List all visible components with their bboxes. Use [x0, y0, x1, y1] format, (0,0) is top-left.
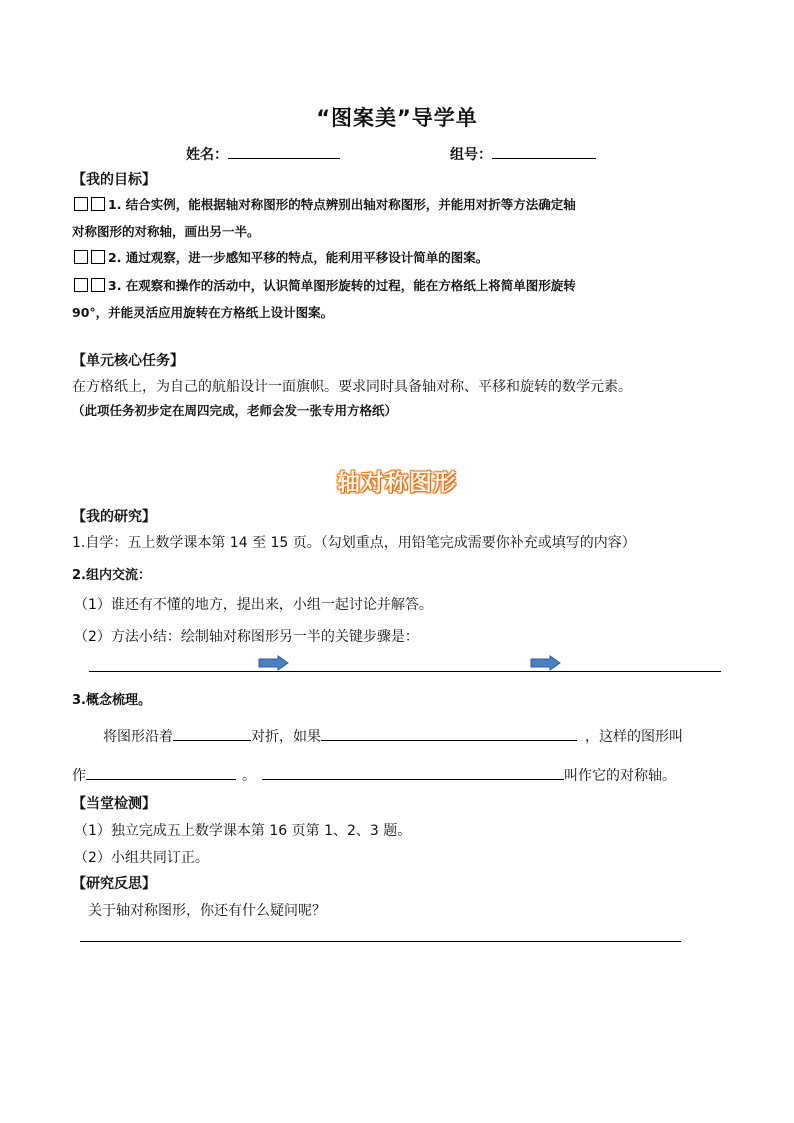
goal-3-checkbox-b[interactable] [91, 278, 105, 292]
step-arrow-1 [258, 655, 290, 671]
check-heading: 【当堂检测】 [72, 796, 156, 812]
research-heading: 【我的研究】 [72, 509, 156, 525]
goal-item-2 [74, 248, 488, 266]
concept-part-3: ，这样的图形叫 [585, 729, 683, 745]
concept-sentence-2 [72, 765, 676, 785]
question-2: （2）方法小结：绘制轴对称图形另一半的关键步骤是： [74, 629, 419, 645]
check-item-1: （1）独立完成五上数学课本第 16 页第 1、2、3 题。 [74, 823, 412, 839]
goal-2-checkbox-b[interactable] [91, 250, 105, 264]
goal-3-checkbox-a[interactable] [74, 278, 88, 292]
concept-sentence-1 [103, 726, 683, 746]
concept-part-4: 作 [72, 768, 86, 784]
goals-heading: 【我的目标】 [72, 172, 156, 188]
core-task-heading: 【单元核心任务】 [72, 353, 184, 369]
goal-item-1 [74, 195, 576, 213]
goal-1-text: 1. 结合实例，能根据轴对称图形的特点辨别出轴对称图形，并能用对折等方法确定轴 [108, 197, 576, 212]
concept-part-1: 将图形沿着 [103, 729, 173, 745]
concept-heading: 3.概念梳理。 [72, 693, 151, 708]
name-label: 姓名： [186, 147, 228, 163]
question-1: （1）谁还有不懂的地方，提出来，小组一起讨论并解答。 [74, 597, 433, 613]
step-arrow-2 [530, 655, 562, 671]
concept-part-2: 对折，如果 [251, 729, 321, 745]
method-answer-line[interactable] [89, 671, 721, 672]
concept-part-6: 叫作它的对称轴。 [564, 768, 676, 784]
reflection-heading: 【研究反思】 [72, 876, 156, 892]
goal-1-text-cont: 对称图形的对称轴，画出另一半。 [72, 224, 260, 239]
figure-name-blank[interactable] [86, 765, 236, 780]
fold-line-blank[interactable] [173, 726, 251, 741]
reflection-question: 关于轴对称图形，你还有什么疑问呢？ [88, 903, 326, 919]
concept-part-5: 。 [242, 768, 256, 784]
axis-definition-blank[interactable] [262, 765, 564, 780]
name-field [186, 144, 340, 164]
self-study-text: 1.自学：五上数学课本第 14 至 15 页。（勾划重点，用铅笔完成需要你补充或填写的内容） [72, 535, 636, 551]
check-item-2: （2）小组共同订正。 [74, 850, 209, 866]
section-banner: 轴对称图形 [337, 470, 457, 496]
goal-3-text: 3. 在观察和操作的活动中，认识简单图形旋转的过程，能在方格纸上将简单图形旋转 [108, 278, 576, 293]
reflection-answer-line[interactable] [80, 941, 681, 942]
core-task-text: 在方格纸上，为自己的航船设计一面旗帜。要求同时具备轴对称、平移和旋转的数学元素。 [72, 379, 632, 395]
goal-2-text: 2. 通过观察，进一步感知平移的特点，能利用平移设计简单的图案。 [108, 250, 489, 265]
group-talk-heading: 2.组内交流： [72, 568, 151, 583]
core-task-note: （此项任务初步定在周四完成，老师会发一张专用方格纸） [72, 403, 398, 418]
group-field [450, 144, 596, 164]
name-blank[interactable] [228, 144, 340, 159]
goal-2-checkbox-a[interactable] [74, 250, 88, 264]
group-label: 组号： [450, 147, 492, 163]
goal-3-text-cont: 90°，并能灵活应用旋转在方格纸上设计图案。 [72, 305, 334, 320]
goal-item-3 [74, 276, 576, 294]
group-blank[interactable] [492, 144, 596, 159]
goal-1-checkbox-a[interactable] [74, 197, 88, 211]
condition-blank[interactable] [321, 726, 577, 741]
page-title: “图案美”导学单 [316, 106, 478, 130]
goal-1-checkbox-b[interactable] [91, 197, 105, 211]
